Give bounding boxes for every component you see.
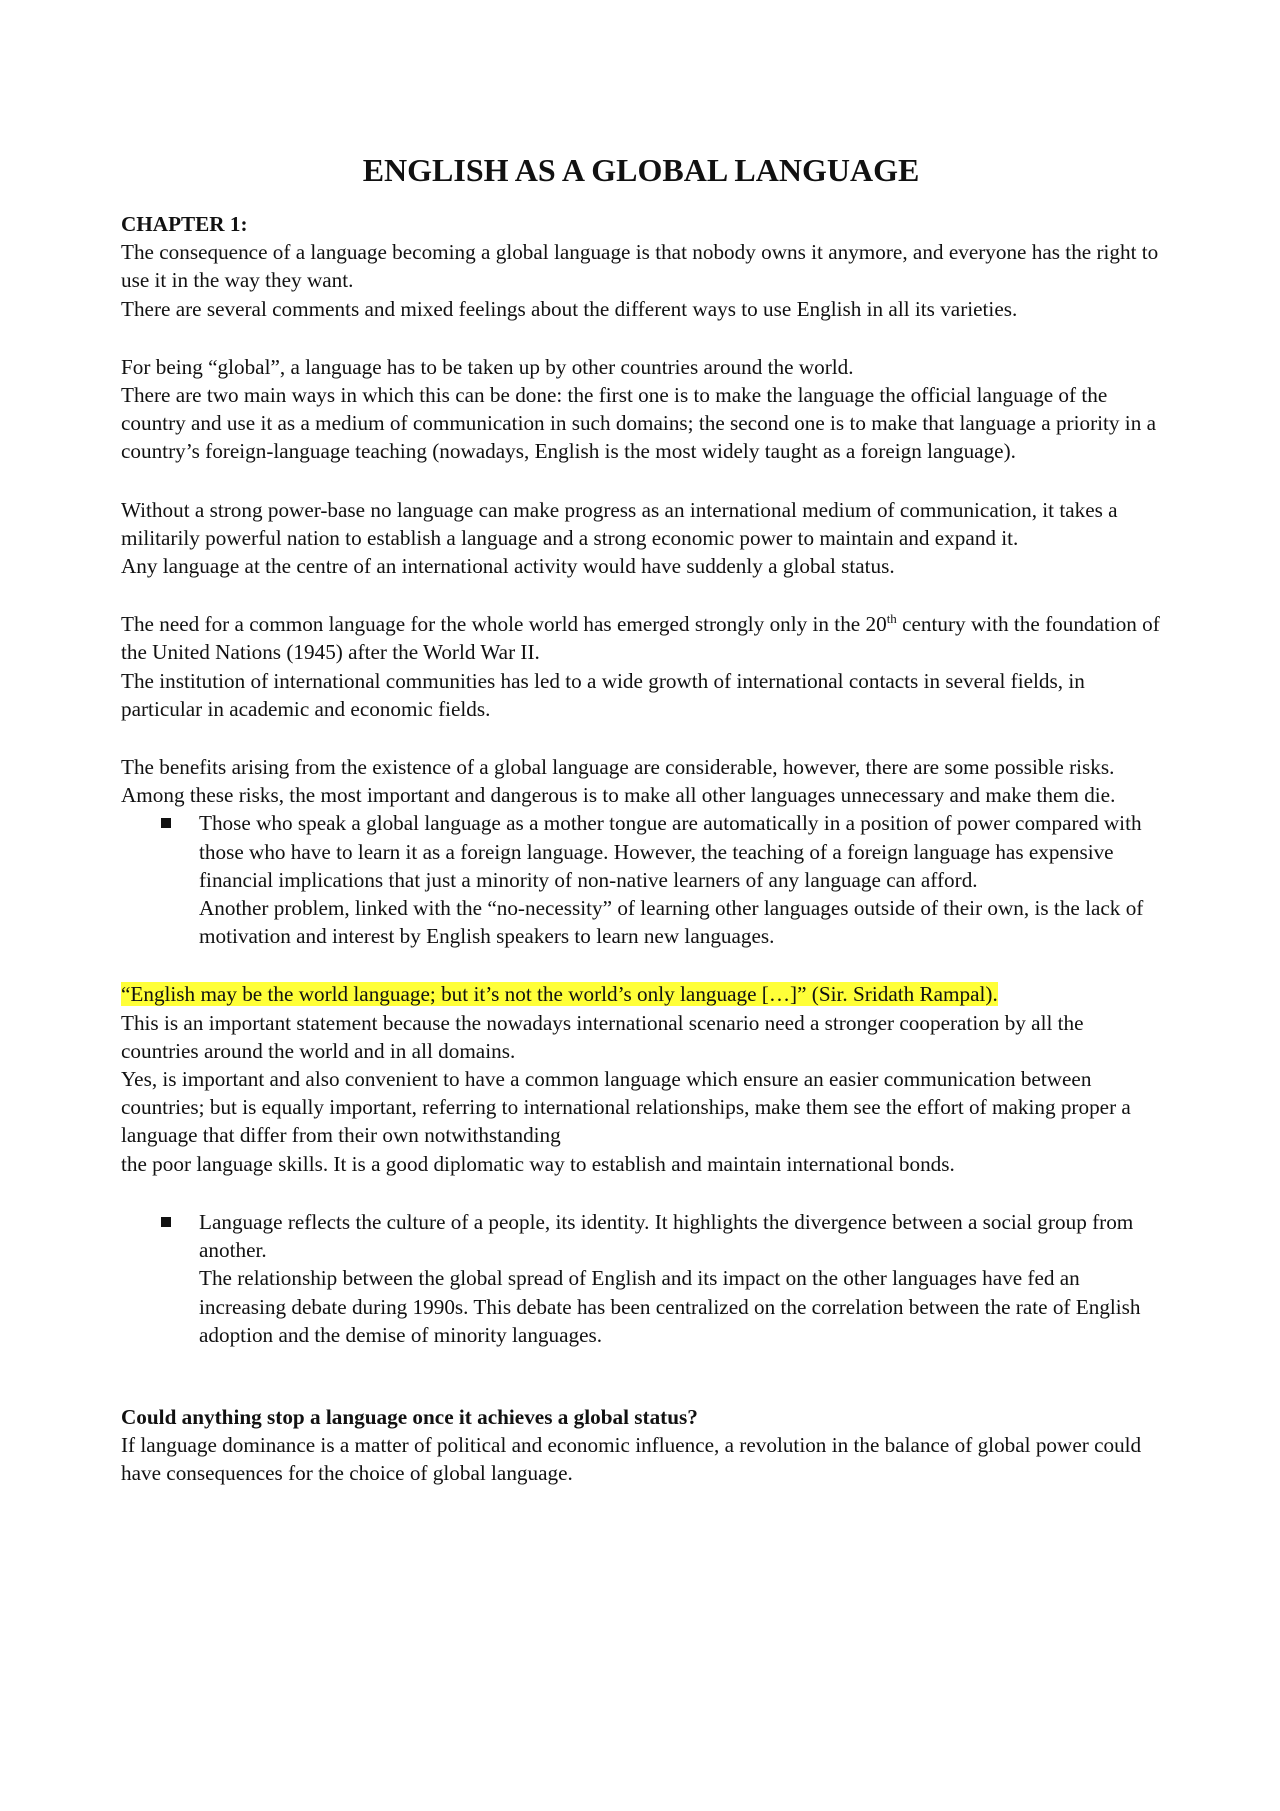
paragraph-9: The benefits arising from the existence of a global language are considerable, however, there are some possible risks.	[121, 755, 1115, 780]
paragraph-3: For being “global”, a language has to be taken up by other countries around the world.	[121, 354, 854, 379]
bullet-item-2	[121, 1208, 1161, 1349]
paragraph-5: Without a strong power-base no language can make progress as an international medium of communication, it takes a militarily powerful nation to establish a language and a strong economic power to maintain and expand it.	[121, 497, 1118, 550]
paragraph-7-start: The need for a common language for the whole world has emerged strongly only in the 20	[121, 612, 887, 637]
paragraph-7-end: century with the foundation of the United Nations (1945) after the World War II.	[121, 612, 1160, 665]
section-heading: Could anything stop a language once it achieves a global status?	[121, 1404, 698, 1429]
spacer	[121, 1178, 1161, 1208]
spacer	[121, 723, 1161, 753]
square-bullet-icon	[161, 818, 171, 828]
spacer	[121, 1349, 1161, 1403]
bullet-1-continuation: Another problem, linked with the “no-necessity” of learning other languages outside of their own, is the lack of motivation and interest by English speakers to learn new languages.	[199, 896, 1144, 949]
paragraph-14: If language dominance is a matter of political and economic influence, a revolution in the balance of global power could have consequences for the choice of global language.	[121, 1433, 1142, 1486]
superscript-th: th	[886, 611, 897, 627]
spacer	[121, 323, 1161, 353]
paragraph-10: Among these risks, the most important and dangerous is to make all other languages unnecessary and make them die.	[121, 783, 1116, 808]
bullet-2-continuation: The relationship between the global spread of English and its impact on the other languages have fed an increasing debate during 1990s. This debate has been centralized on the correlation between the rate of English adoption and the demise of minority languages.	[199, 1266, 1141, 1347]
square-bullet-icon	[161, 1217, 171, 1227]
spacer	[121, 580, 1161, 610]
paragraph-6: Any language at the centre of an international activity would have suddenly a global status.	[121, 554, 895, 579]
bullet-1-text: Those who speak a global language as a mother tongue are automatically in a position of power compared with those who have to learn it as a foreign language. However, the teaching of a foreign language has expensive financial implications that just a minority of non-native learners of any language can afford.	[199, 811, 1142, 892]
bullet-2-text: Language reflects the culture of a people, its identity. It highlights the divergence between a social group from another.	[199, 1209, 1134, 1263]
paragraph-8: The institution of international communities has led to a wide growth of international contacts in several fields, in particular in academic and economic fields.	[121, 668, 1085, 721]
paragraph-13: the poor language skills. It is a good diplomatic way to establish and maintain international bonds.	[121, 1151, 955, 1176]
paragraph-2: There are several comments and mixed feelings about the different ways to use English in all its varieties.	[121, 296, 1018, 321]
paragraph-11: This is an important statement because the nowadays international scenario need a stronger cooperation by all the countries around the world and in all domains.	[121, 1010, 1084, 1063]
spacer	[121, 466, 1161, 496]
paragraph-1: The consequence of a language becoming a global language is that nobody owns it anymore, and everyone has the right to use it in the way they want.	[121, 240, 1159, 293]
spacer	[121, 950, 1161, 980]
chapter-heading: CHAPTER 1:	[121, 212, 248, 236]
document-title: ENGLISH AS A GLOBAL LANGUAGE	[362, 152, 920, 188]
bullet-item-1	[121, 809, 1161, 950]
highlighted-quote: “English may be the world language; but it’s not the world’s only language […]” (Sir. Sridath Rampal).	[121, 982, 998, 1007]
quote-paragraph	[121, 980, 1161, 1008]
document-body	[121, 210, 1161, 1488]
paragraph-4: There are two main ways in which this can be done: the first one is to make the language the official language of the country and use it as a medium of communication in such domains; the second one is to make that language a priority in a country’s foreign-language teaching (nowadays, English is the most widely taught as a foreign language).	[121, 383, 1156, 464]
paragraph-12: Yes, is important and also convenient to have a common language which ensure an easier communication between countries; but is equally important, referring to international relationships, make them see the effort of making proper a language that differ from their own notwithstanding	[121, 1067, 1131, 1148]
paragraph-7	[121, 610, 1161, 666]
